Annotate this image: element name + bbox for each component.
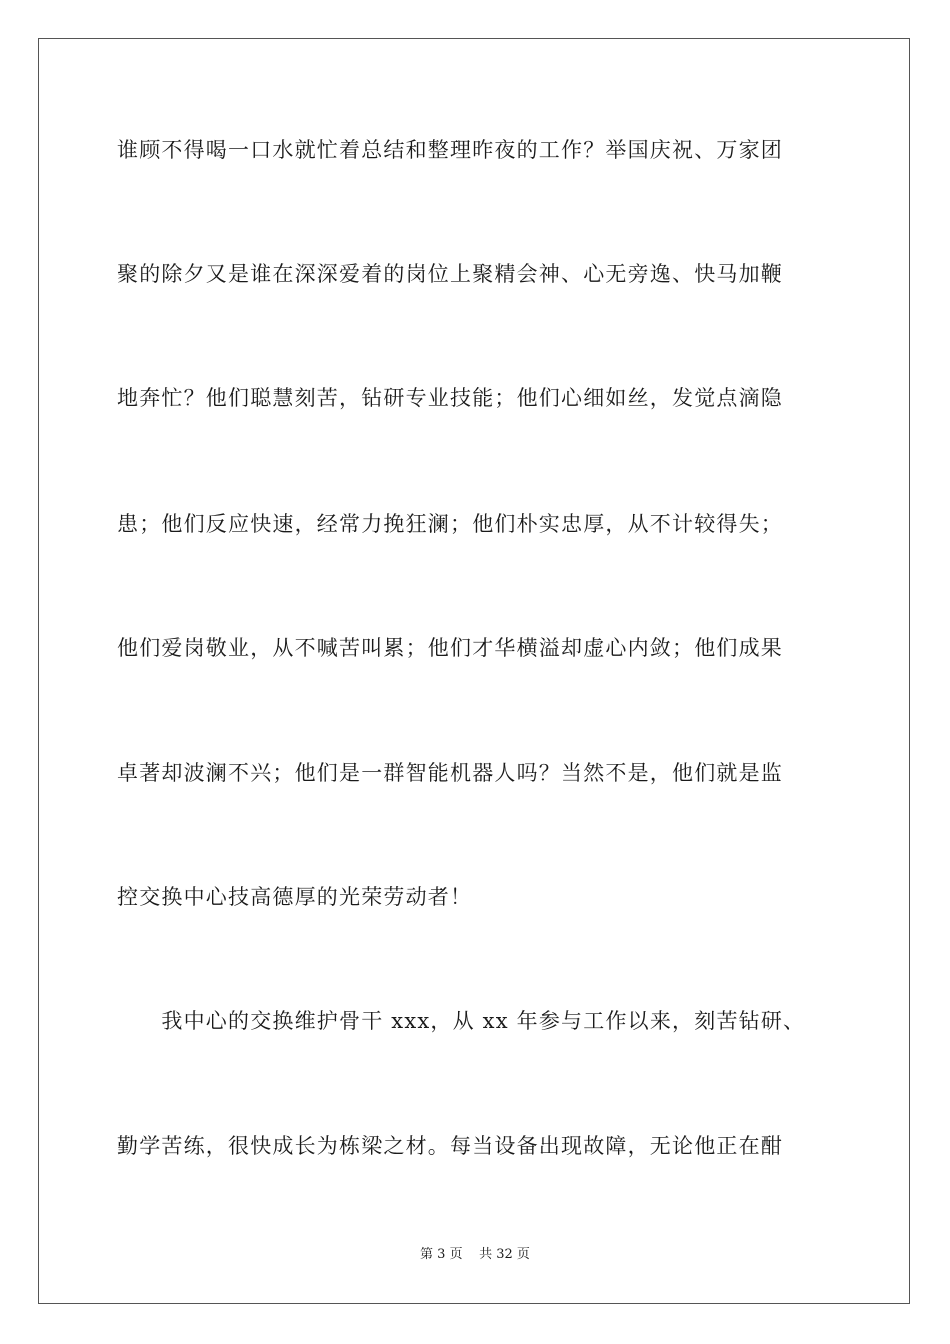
page-footer	[0, 1246, 950, 1264]
text-line: 卓著却波澜不兴；他们是一群智能机器人吗？当然不是，他们就是监	[117, 761, 783, 785]
paragraph-start-line: 我中心的交换维护骨干 xxx，从 xx 年参与工作以来，刻苦钻研、	[117, 1009, 806, 1033]
text-line: 聚的除夕又是谁在深深爱着的岗位上聚精会神、心无旁逸、快马加鞭	[117, 262, 783, 286]
text-line: 勤学苦练，很快成长为栋梁之材。每当设备出现故障，无论他正在酣	[117, 1134, 783, 1158]
page-total: 共 32 页	[479, 1247, 530, 1262]
text-line: 谁顾不得喝一口水就忙着总结和整理昨夜的工作？举国庆祝、万家团	[117, 138, 783, 162]
text-line: 控交换中心技高德厚的光荣劳动者！	[117, 885, 473, 909]
text-line: 患；他们反应快速，经常力挽狂澜；他们朴实忠厚，从不计较得失；	[117, 512, 783, 536]
text-line: 他们爱岗敬业，从不喊苦叫累；他们才华横溢却虚心内敛；他们成果	[117, 636, 783, 660]
text-line: 地奔忙？他们聪慧刻苦，钻研专业技能；他们心细如丝，发觉点滴隐	[117, 386, 783, 410]
page-number: 第 3 页	[420, 1247, 463, 1262]
page-border	[38, 38, 910, 1304]
